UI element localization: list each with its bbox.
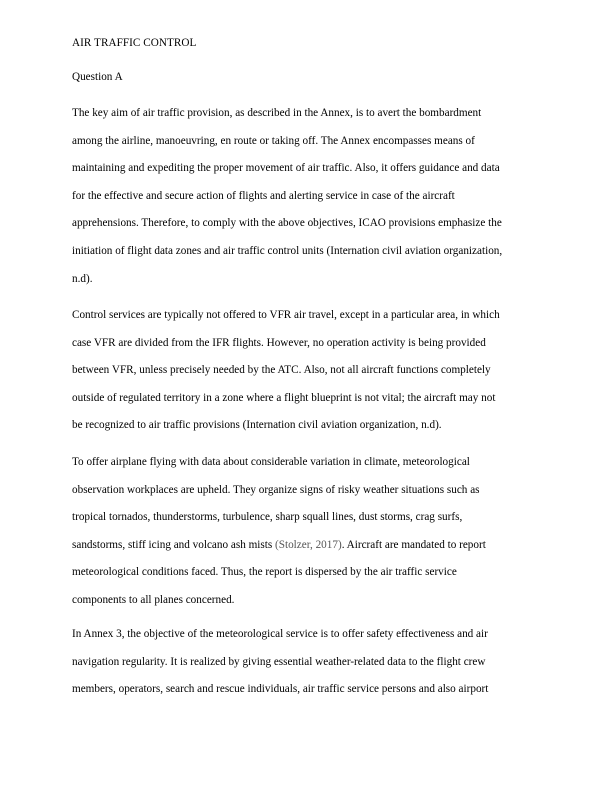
paragraph-4 [72, 621, 542, 704]
text-line: initiation of flight data zones and air traffic control units (Internation civil aviation organization, [72, 244, 503, 257]
citation: (Stolzer, 2017) [275, 538, 342, 551]
section-heading: Question A [72, 71, 123, 83]
text-line: for the effective and secure action of flights and alerting service in case of the aircraft [72, 189, 455, 202]
text-line: apprehensions. Therefore, to comply with the above objectives, ICAO provisions emphasize the [72, 217, 502, 230]
text-line: meteorological conditions faced. Thus, the report is dispersed by the air traffic service [72, 566, 457, 579]
text-line: outside of regulated territory in a zone where a flight blueprint is not vital; the aircraft may not [72, 391, 496, 404]
text-line: tropical tornados, thunderstorms, turbulence, sharp squall lines, dust storms, crag surfs, [72, 511, 463, 524]
text-line: components to all planes concerned. [72, 593, 235, 606]
running-header: AIR TRAFFIC CONTROL [72, 37, 197, 49]
paragraph-2 [72, 302, 542, 440]
text-line: case VFR are divided from the IFR flights. However, no operation activity is being provided [72, 336, 486, 349]
paragraph-3 [72, 449, 542, 615]
text-line: maintaining and expediting the proper movement of air traffic. Also, it offers guidance and data [72, 162, 500, 175]
text-line: In Annex 3, the objective of the meteorological service is to offer safety effectiveness and air [72, 628, 488, 640]
text-line: between VFR, unless precisely needed by the ATC. Also, not all aircraft functions completely [72, 364, 491, 377]
text-line: The key aim of air traffic provision, as described in the Annex, is to avert the bombardment [72, 107, 482, 119]
text-line: be recognized to air traffic provisions (Internation civil aviation organization, n.d). [72, 419, 442, 432]
text-segment: . Aircraft are mandated to report [341, 538, 486, 551]
paragraph-1 [72, 100, 542, 293]
text-segment: sandstorms, stiff icing and volcano ash mists [72, 538, 276, 551]
text-line: among the airline, manoeuvring, en route or taking off. The Annex encompasses means of [72, 134, 475, 147]
text-line-with-citation [72, 532, 542, 560]
text-line: observation workplaces are upheld. They organize signs of risky weather situations such as [72, 483, 480, 496]
text-line: members, operators, search and rescue individuals, air traffic service persons and also airport [72, 683, 489, 696]
text-line: n.d). [72, 272, 93, 285]
text-line: Control services are typically not offered to VFR air travel, except in a particular area, in which [72, 309, 500, 321]
text-line: To offer airplane flying with data about considerable variation in climate, meteorological [72, 456, 470, 468]
text-line: navigation regularity. It is realized by giving essential weather-related data to the flight crew [72, 655, 486, 668]
